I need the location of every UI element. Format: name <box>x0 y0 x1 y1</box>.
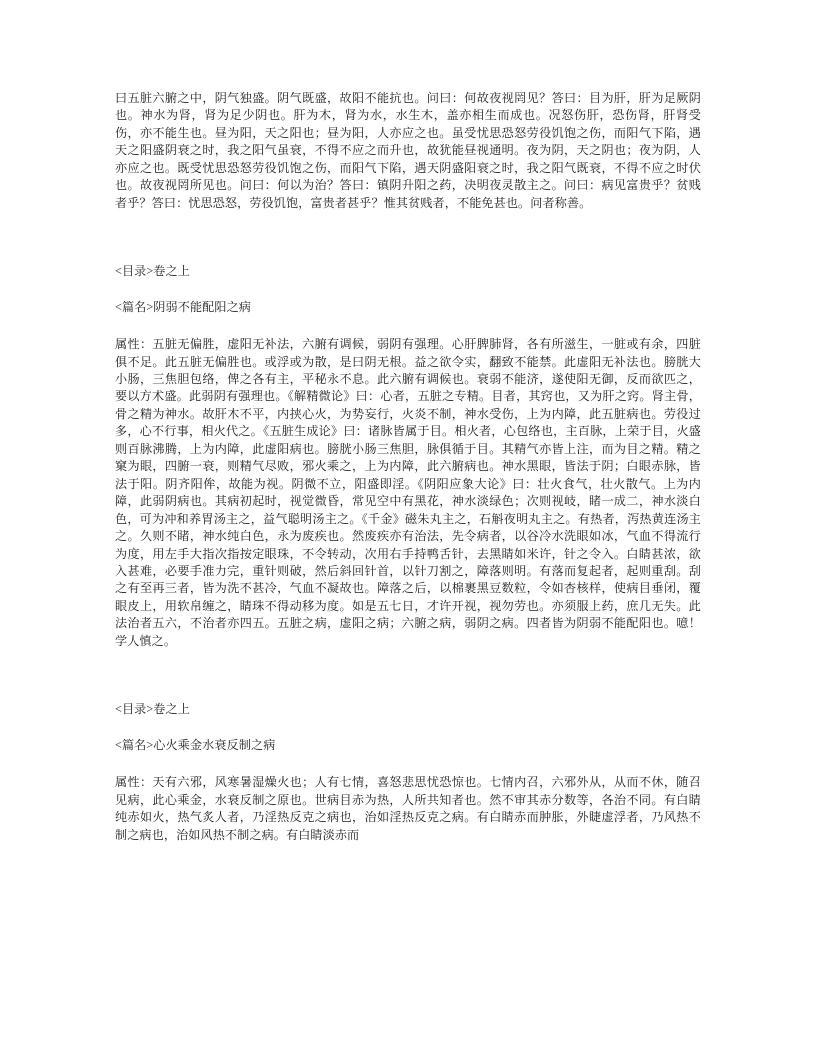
text-column <box>115 90 701 844</box>
chapter-title-section-1: <篇名>阴弱不能配阳之病 <box>115 299 252 314</box>
chapter-title-section-2: <篇名>心火乘金水衰反制之病 <box>115 737 276 752</box>
chapter-body-section-1: 属性：五脏无偏胜，虚阳无补法，六腑有调候，弱阴有强理。心肝脾肺肾，各有所滋生，一脏或有余，四脏俱不足。此五脏无偏胜也。或浮或为散，是曰阴无根。益之欲令实，翻致不能禁。此虚阳无补法也。膀胱大小肠，三焦胆包络，俾之各有主，平秘永不息。此六腑有调候也。衰弱不能济，遂使阳无御，反而欲匹之，要以方术盛。此弱阴有强理也。《解精微论》曰：心者，五脏之专精。目者，其窍也，又为肝之窍。肾主骨，骨之精为神水。故肝木不平，内挟心火，为势妄行，火炎不制，神水受伤，上为内障，此五脏病也。劳役过多，心不行事，相火代之。《五脏生成论》曰：诸脉皆属于目。相火者，心包络也，主百脉，上荣于目，火盛则百脉沸腾，上为内障，此虚阳病也。膀胱小肠三焦胆，脉俱循于目。其精气亦皆上注，而为目之精。精之窠为眼，四腑一衰，则精气尽败，邪火乘之，上为内障，此六腑病也。神水黑眼，皆法于阴；白眼赤脉，皆法于阳。阴齐阳侔，故能为视。阴微不立，阳盛即淫。《阴阳应象大论》曰：壮火食气，壮火散气。上为内障，此弱阴病也。其病初起时，视觉微昏，常见空中有黑花，神水淡绿色；次则视岐，睹一成二，神水淡白色，可为冲和养胃汤主之，益气聪明汤主之。《千金》磁朱丸主之，石斛夜明丸主之。有热者，泻热黄连汤主之。久则不睹，神水纯白色，永为废疾也。然废疾亦有治法，先令病者，以谷冷水洗眼如冰，气血不得流行为度，用左手大指次指按定眼珠，不令转动，次用右手持鸭舌针，去黑睛如米许，针之令入。白睛甚浓，欲入甚难，必要手准力完，重针则破，然后斜回针首，以针刀割之，障落则明。有落而复起者，起则重刮。刮之有至再三者，皆为洗不甚冷，气血不凝故也。障落之后，以棉裹黑豆数粒，令如杏核样，使病目垂闭，覆眼皮上，用软帛缠之，睛珠不得动移为度。如是五七日，才许开视，视勿劳也。亦须服上药，庶几无失。此法治者五六，不治者亦四五。五脏之病，虚阳之病；六腑之病，弱阴之病。四者皆为阴弱不能配阳也。噫！学人慎之。 <box>115 337 701 648</box>
toc-line-section-1: <目录>卷之上 <box>115 264 190 279</box>
chapter-body-section-2: 属性：天有六邪，风寒暑湿燥火也；人有七情，喜怒悲思忧恐惊也。七情内召，六邪外从，从而不休，随召见病，此心乘金，水衰反制之原也。世病目赤为热，人所共知者也。然不审其赤分数等，各治不同。有白睛纯赤如火，热气炙人者，乃淫热反克之病也，治如淫热反克之病。有白睛赤而肿胀，外睫虚浮者，乃风热不制之病也，治如风热不制之病。有白睛淡赤而 <box>115 775 701 842</box>
toc-line-section-2: <目录>卷之上 <box>115 702 190 717</box>
opening-paragraph: 曰五脏六腑之中，阴气独盛。阴气既盛，故阳不能抗也。问曰：何故夜视罔见？答曰：目为肝，肝为足厥阴也。神水为肾，肾为足少阴也。肝为木，肾为水，水生木，盖亦相生而成也。况怒伤肝，恐伤肾，肝肾受伤，亦不能生也。昼为阳，天之阳也；昼为阳，人亦应之也。虽受忧思恐怒劳役饥饱之伤，而阳气下陷，遇天之阳盛阴衰之时，我之阳气虽衰，不得不应之而升也，故犹能昼视通明。夜为阴，天之阴也；夜为阴，人亦应之也。既受忧思恐怒劳役饥饱之伤，而阳气下陷，遇天阴盛阳衰之时，我之阳气既衰，不得不应之时伏也。故夜视罔所见也。问曰：何以为治？答曰：镇阴升阳之药，决明夜灵散主之。问曰：病见富贵乎？贫贱者乎？答曰：忧思恐怒，劳役饥饱，富贵者甚乎？惟其贫贱者，不能免甚也。问者称善。 <box>115 91 701 210</box>
